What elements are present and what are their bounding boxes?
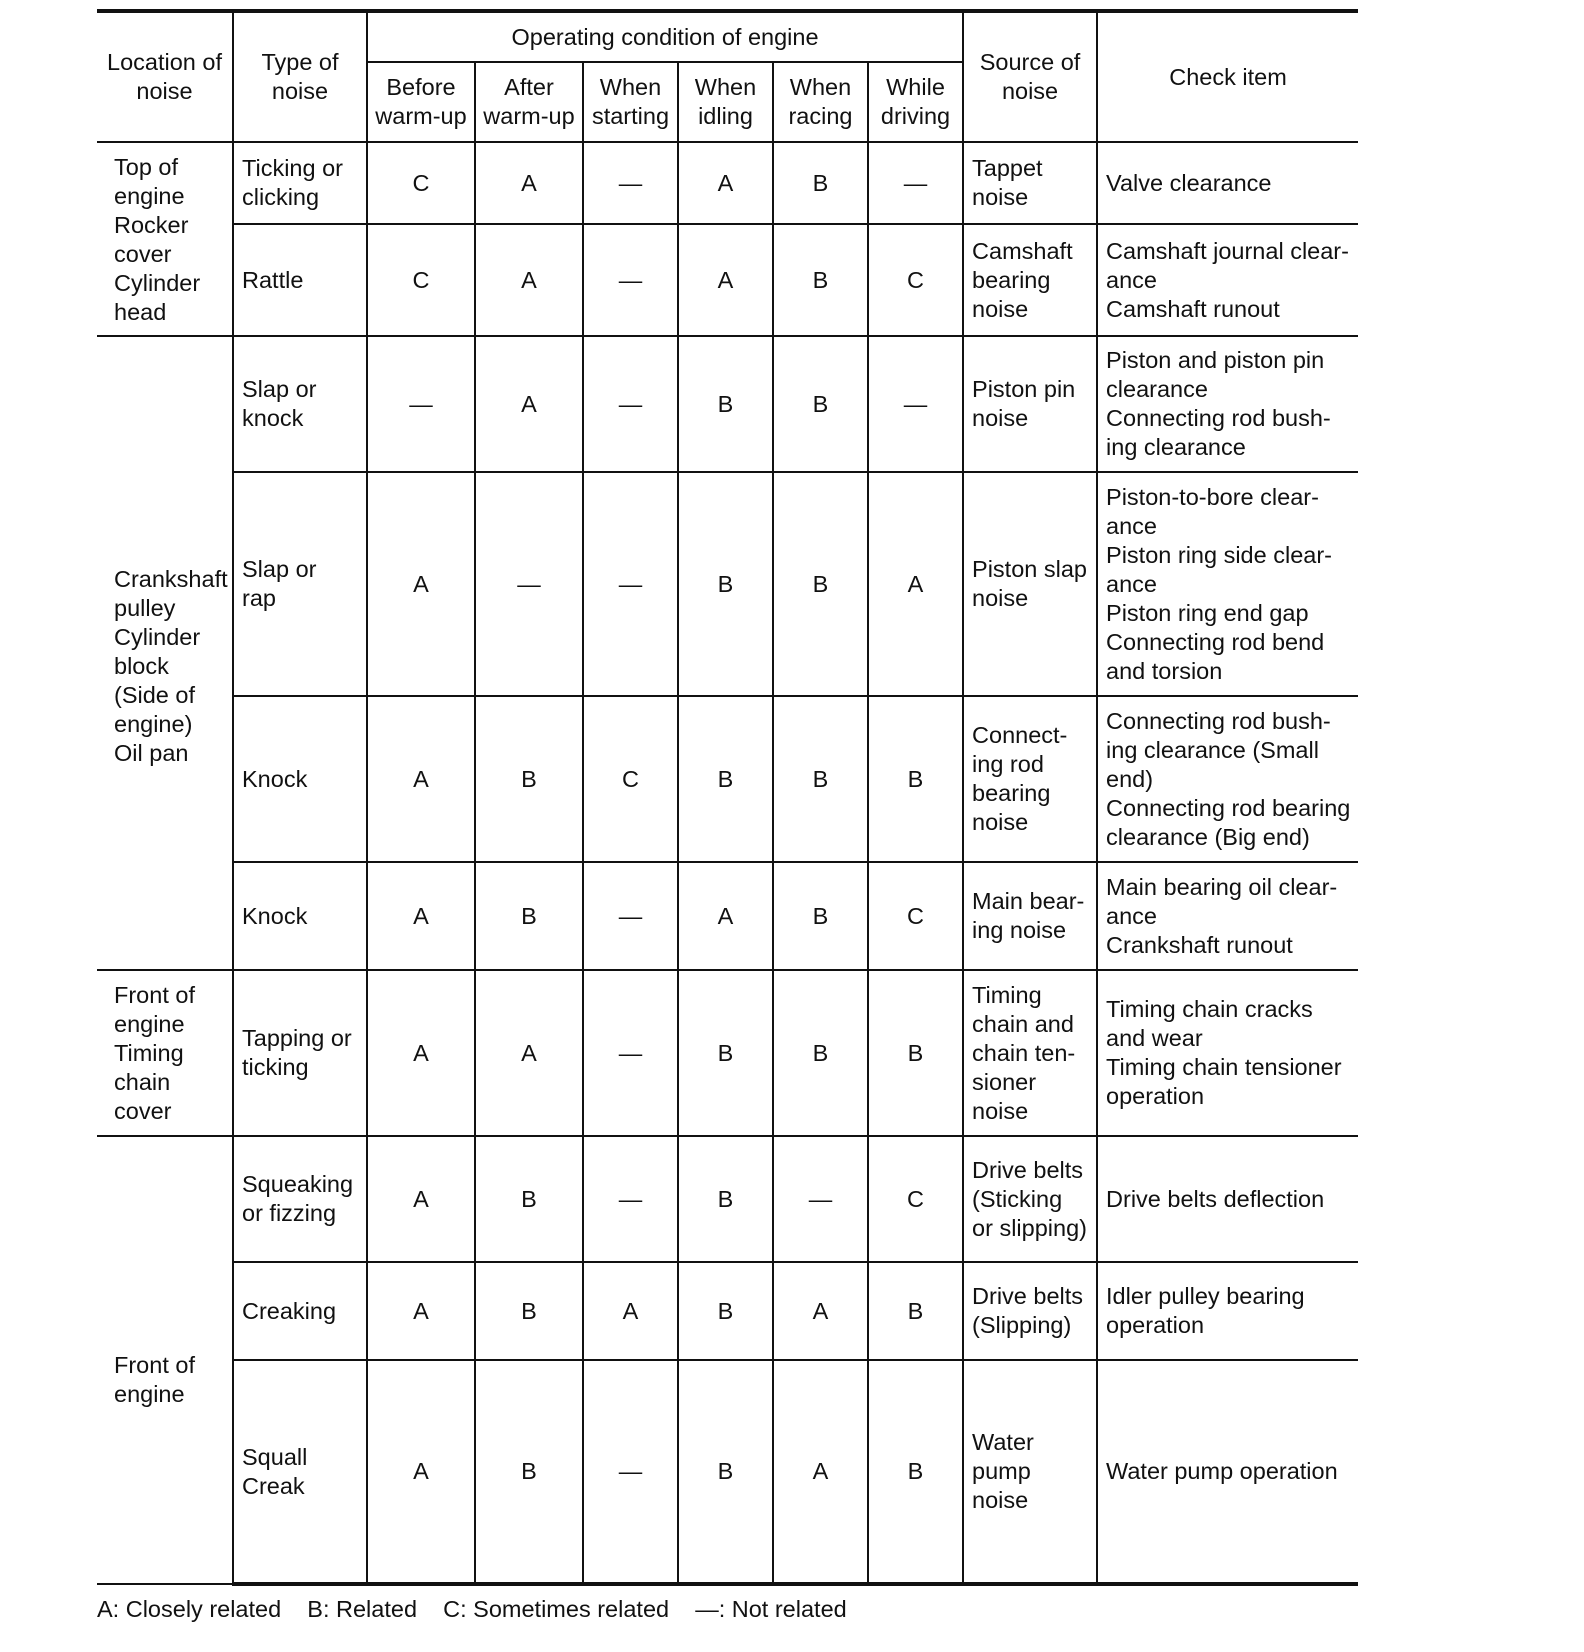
source-cell: Main bear- ing noise <box>963 862 1097 970</box>
table-row <box>97 1262 1358 1360</box>
rating-cell: B <box>773 696 868 862</box>
rating-cell: B <box>678 336 773 472</box>
check-item-cell: Main bearing oil clear- ance Crankshaft runout <box>1097 862 1358 970</box>
header-when-idling: When idling <box>678 62 773 142</box>
rating-cell: B <box>678 970 773 1136</box>
rating-cell: B <box>678 472 773 696</box>
rating-cell: — <box>868 142 963 224</box>
rating-cell: B <box>773 862 868 970</box>
rating-cell: A <box>475 970 583 1136</box>
source-cell: Connect- ing rod bearing noise <box>963 696 1097 862</box>
rating-cell: — <box>583 970 678 1136</box>
rating-cell: — <box>367 336 475 472</box>
location-cell: Front of engine <box>97 1136 233 1584</box>
table-row <box>97 1136 1358 1262</box>
rating-cell: A <box>367 862 475 970</box>
check-item-cell: Drive belts deflection <box>1097 1136 1358 1262</box>
check-item-cell: Idler pulley bearing operation <box>1097 1262 1358 1360</box>
noise-type-cell: Rattle <box>233 224 367 336</box>
noise-type-cell: Squeaking or fizzing <box>233 1136 367 1262</box>
rating-cell: — <box>868 336 963 472</box>
rating-cell: — <box>583 1136 678 1262</box>
rating-cell: A <box>475 336 583 472</box>
rating-cell: — <box>583 142 678 224</box>
noise-type-cell: Knock <box>233 696 367 862</box>
rating-cell: B <box>678 1136 773 1262</box>
table-row <box>97 862 1358 970</box>
rating-cell: A <box>773 1360 868 1584</box>
rating-cell: A <box>367 1262 475 1360</box>
rating-cell: B <box>475 1262 583 1360</box>
rating-cell: — <box>773 1136 868 1262</box>
rating-cell: B <box>475 1136 583 1262</box>
engine-noise-table <box>97 9 1358 1586</box>
rating-cell: A <box>475 224 583 336</box>
source-cell: Timing chain and chain ten- sioner noise <box>963 970 1097 1136</box>
source-cell: Piston slap noise <box>963 472 1097 696</box>
rating-cell: A <box>583 1262 678 1360</box>
rating-cell: A <box>367 970 475 1136</box>
check-item-cell: Connecting rod bush- ing clearance (Small end) Connecting rod bearing clearance (Big end) <box>1097 696 1358 862</box>
rating-cell: C <box>868 862 963 970</box>
rating-cell: A <box>773 1262 868 1360</box>
table-row <box>97 472 1358 696</box>
rating-cell: B <box>868 696 963 862</box>
rating-cell: A <box>868 472 963 696</box>
table-row <box>97 336 1358 472</box>
rating-cell: — <box>583 472 678 696</box>
header-source: Source of noise <box>963 11 1097 142</box>
rating-cell: A <box>678 862 773 970</box>
header-when-racing: When racing <box>773 62 868 142</box>
header-type: Type of noise <box>233 11 367 142</box>
check-item-cell: Timing chain cracks and wear Timing chain tensioner operation <box>1097 970 1358 1136</box>
noise-type-cell: Knock <box>233 862 367 970</box>
rating-cell: A <box>367 1360 475 1584</box>
rating-cell: B <box>678 1360 773 1584</box>
table-row <box>97 142 1358 224</box>
rating-cell: B <box>773 224 868 336</box>
rating-cell: B <box>868 1262 963 1360</box>
table-row <box>97 696 1358 862</box>
noise-type-cell: Squall Creak <box>233 1360 367 1584</box>
rating-cell: A <box>678 142 773 224</box>
rating-cell: B <box>773 142 868 224</box>
rating-cell: A <box>367 472 475 696</box>
noise-type-cell: Tapping or ticking <box>233 970 367 1136</box>
check-item-cell: Water pump operation <box>1097 1360 1358 1584</box>
table-row <box>97 224 1358 336</box>
header-while-driving: While driving <box>868 62 963 142</box>
rating-cell: B <box>678 696 773 862</box>
rating-cell: B <box>678 1262 773 1360</box>
source-cell: Drive belts (Slipping) <box>963 1262 1097 1360</box>
rating-cell: — <box>583 224 678 336</box>
table-row <box>97 970 1358 1136</box>
header-operating-condition: Operating condition of engine <box>367 11 963 62</box>
check-item-cell: Piston and piston pin clearance Connecting rod bush- ing clearance <box>1097 336 1358 472</box>
rating-cell: B <box>773 336 868 472</box>
header-when-starting: When starting <box>583 62 678 142</box>
source-cell: Water pump noise <box>963 1360 1097 1584</box>
rating-cell: B <box>868 1360 963 1584</box>
source-cell: Camshaft bearing noise <box>963 224 1097 336</box>
check-item-cell: Valve clearance <box>1097 142 1358 224</box>
rating-cell: B <box>475 1360 583 1584</box>
rating-cell: B <box>475 862 583 970</box>
rating-cell: A <box>367 1136 475 1262</box>
location-cell: Top of engine Rocker cover Cylinder head <box>97 142 233 336</box>
rating-cell: — <box>583 862 678 970</box>
check-item-cell: Piston-to-bore clear- ance Piston ring side clear- ance Piston ring end gap Connecting rod bend and torsion <box>1097 472 1358 696</box>
header-after-warm-up: After warm-up <box>475 62 583 142</box>
rating-cell: — <box>583 336 678 472</box>
noise-type-cell: Slap or rap <box>233 472 367 696</box>
rating-cell: — <box>583 1360 678 1584</box>
rating-cell: B <box>773 472 868 696</box>
noise-type-cell: Ticking or clicking <box>233 142 367 224</box>
rating-cell: B <box>773 970 868 1136</box>
rating-cell: A <box>367 696 475 862</box>
source-cell: Piston pin noise <box>963 336 1097 472</box>
header-location: Location of noise <box>97 11 233 142</box>
rating-cell: B <box>868 970 963 1136</box>
rating-cell: C <box>583 696 678 862</box>
header-check-item: Check item <box>1097 11 1358 142</box>
rating-cell: — <box>475 472 583 696</box>
table-row <box>97 1360 1358 1584</box>
location-cell: Crankshaft pulley Cylinder block (Side of engine) Oil pan <box>97 336 233 970</box>
rating-cell: C <box>367 224 475 336</box>
rating-cell: A <box>678 224 773 336</box>
location-cell: Front of engine Timing chain cover <box>97 970 233 1136</box>
noise-type-cell: Creaking <box>233 1262 367 1360</box>
rating-cell: A <box>475 142 583 224</box>
rating-cell: B <box>475 696 583 862</box>
rating-cell: C <box>868 1136 963 1262</box>
legend: A: Closely related B: Related C: Sometimes related —: Not related <box>97 1596 847 1622</box>
rating-cell: C <box>868 224 963 336</box>
header-before-warm-up: Before warm-up <box>367 62 475 142</box>
check-item-cell: Camshaft journal clear- ance Camshaft runout <box>1097 224 1358 336</box>
noise-type-cell: Slap or knock <box>233 336 367 472</box>
rating-cell: C <box>367 142 475 224</box>
source-cell: Tappet noise <box>963 142 1097 224</box>
source-cell: Drive belts (Sticking or slipping) <box>963 1136 1097 1262</box>
